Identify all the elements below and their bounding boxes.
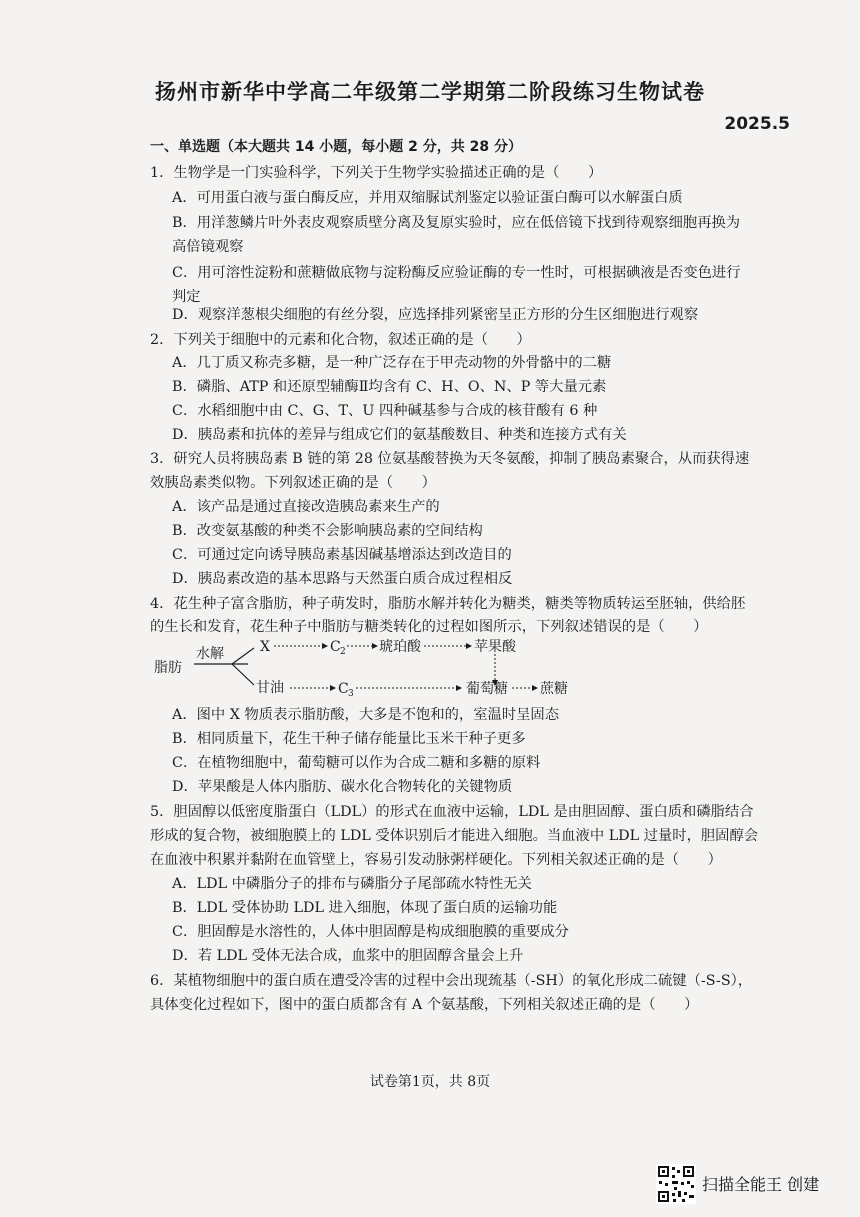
diagram-branch-down (232, 664, 254, 685)
question-2-option-c: C．水稻细胞中由 C、G、T、U 四种碱基参与合成的核苷酸有 6 种 (172, 403, 598, 419)
question-5-option-a: A．LDL 中磷脂分子的排布与磷脂分子尾部疏水特性无关 (172, 876, 532, 892)
question-1-option-a: A．可用蛋白液与蛋白酶反应，并用双缩脲试剂鉴定以验证蛋白酶可以水解蛋白质 (172, 190, 683, 206)
diagram-glucose: 葡萄糖 (466, 681, 508, 697)
question-1-option-b-cont: 高倍镜观察 (172, 239, 244, 255)
question-4-option-b: B．相同质量下，花生干种子储存能量比玉米干种子更多 (172, 731, 526, 747)
question-5-option-d: D．若 LDL 受体无法合成，血浆中的胆固醇含量会上升 (172, 948, 524, 964)
diagram-c2: C (330, 639, 341, 655)
question-1-stem: 1．生物学是一门实验科学，下列关于生物学实验描述正确的是（ ） (150, 165, 603, 181)
question-2-option-b: B．磷脂、ATP 和还原型辅酶Ⅱ均含有 C、H、O、N、P 等大量元素 (172, 379, 607, 395)
diagram-fat: 脂肪 (154, 660, 182, 676)
question-4-option-a: A．图中 X 物质表示脂肪酸，大多是不饱和的，室温时呈固态 (172, 707, 560, 723)
question-3-stem-cont: 效胰岛素类似物。下列叙述正确的是（ ） (150, 475, 436, 491)
diagram-malic: 苹果酸 (474, 639, 516, 655)
exam-date: 2025.5 (724, 114, 790, 134)
diagram-c2-sub: 2 (340, 647, 346, 657)
fat-sugar-conversion-diagram (150, 630, 590, 702)
arrow-head-icon (466, 643, 472, 649)
question-3-option-c: C．可通过定向诱导胰岛素基因碱基增添达到改造目的 (172, 547, 512, 563)
diagram-x: X (260, 639, 270, 655)
question-3-option-d: D．胰岛素改造的基本思路与天然蛋白质合成过程相反 (172, 571, 513, 587)
question-3-option-a: A．该产品是通过直接改造胰岛素来生产的 (172, 499, 440, 515)
diagram-sucrose: 蔗糖 (540, 681, 568, 697)
arrow-head-icon (532, 685, 538, 691)
question-2-stem: 2．下列关于细胞中的元素和化合物，叙述正确的是（ ） (150, 332, 531, 348)
question-4-stem: 4．花生种子富含脂肪，种子萌发时，脂肪水解并转化为糖类，糖类等物质转运至胚轴，供给胚 (150, 596, 746, 612)
question-4-stem-cont: 的生长和发育，花生种子中脂肪与糖类转化的过程如图所示，下列叙述错误的是（ ） (150, 619, 708, 635)
question-5-stem-cont-1: 形成的复合物，被细胞膜上的 LDL 受体识别后才能进入细胞。当血液中 LDL 过量时，胆固醇会 (150, 828, 759, 844)
diagram-glycerol: 甘油 (256, 680, 284, 696)
page-title: 扬州市新华中学高二年级第二学期第二阶段练习生物试卷 (155, 80, 705, 104)
diagram-branch-up (232, 648, 254, 664)
question-6-stem-cont: 具体变化过程如下，图中的蛋白质都含有 A 个氨基酸，下列相关叙述正确的是（ ） (150, 997, 699, 1013)
question-5-stem: 5．胆固醇以低密度脂蛋白（LDL）的形式在血液中运输，LDL 是由胆固醇、蛋白质和磷脂结合 (150, 804, 754, 820)
question-1-option-c-cont: 判定 (172, 289, 201, 305)
question-4-option-c: C．在植物细胞中，葡萄糖可以作为合成二糖和多糖的原料 (172, 755, 541, 771)
question-1-option-b: B．用洋葱鳞片叶外表皮观察质壁分离及复原实验时，应在低倍镜下找到待观察细胞再换为 (172, 215, 741, 231)
question-4-option-d: D．苹果酸是人体内脂肪、碳水化合物转化的关键物质 (172, 779, 513, 795)
question-3-stem: 3．研究人员将胰岛素 B 链的第 28 位氨基酸替换为天冬氨酸，抑制了胰岛素聚合，从而获得速 (150, 451, 750, 467)
arrow-head-icon (322, 643, 328, 649)
question-5-option-c: C．胆固醇是水溶性的，人体中胆固醇是构成细胞膜的重要成分 (172, 924, 569, 940)
question-2-option-d: D．胰岛素和抗体的差异与组成它们的氨基酸数目、种类和连接方式有关 (172, 427, 627, 443)
question-1-option-d: D．观察洋葱根尖细胞的有丝分裂，应选择排列紧密呈正方形的分生区细胞进行观察 (172, 307, 699, 323)
page-footer: 试卷第1页，共 8页 (369, 1074, 491, 1090)
qr-code-icon (656, 1164, 696, 1204)
arrow-head-icon (456, 685, 462, 691)
diagram-hydrolysis: 水解 (196, 646, 224, 662)
question-3-option-b: B．改变氨基酸的种类不会影响胰岛素的空间结构 (172, 523, 483, 539)
question-1-option-c: C．用可溶性淀粉和蔗糖做底物与淀粉酶反应验证酶的专一性时，可根据碘液是否变色进行 (172, 265, 741, 281)
question-6-stem: 6．某植物细胞中的蛋白质在遭受冷害的过程中会出现巯基（-SH）的氧化形成二硫键（-S-S）， (150, 973, 753, 989)
diagram-c3-sub: 3 (348, 689, 354, 699)
section-heading: 一、单选题（本大题共 14 小题，每小题 2 分，共 28 分） (150, 139, 522, 155)
arrow-head-icon (330, 685, 336, 691)
scanner-watermark: 扫描全能王 创建 (702, 1175, 820, 1194)
question-5-stem-cont-2: 在血液中积累并黏附在血管壁上，容易引发动脉粥样硬化。下列相关叙述正确的是（ ） (150, 852, 722, 868)
question-2-option-a: A．几丁质又称壳多糖，是一种广泛存在于甲壳动物的外骨骼中的二糖 (172, 355, 612, 371)
arrow-head-icon (372, 643, 378, 649)
diagram-succinic: 琥珀酸 (379, 639, 421, 655)
diagram-c3: C (338, 681, 349, 697)
question-5-option-b: B．LDL 受体协助 LDL 进入细胞，体现了蛋白质的运输功能 (172, 900, 558, 916)
